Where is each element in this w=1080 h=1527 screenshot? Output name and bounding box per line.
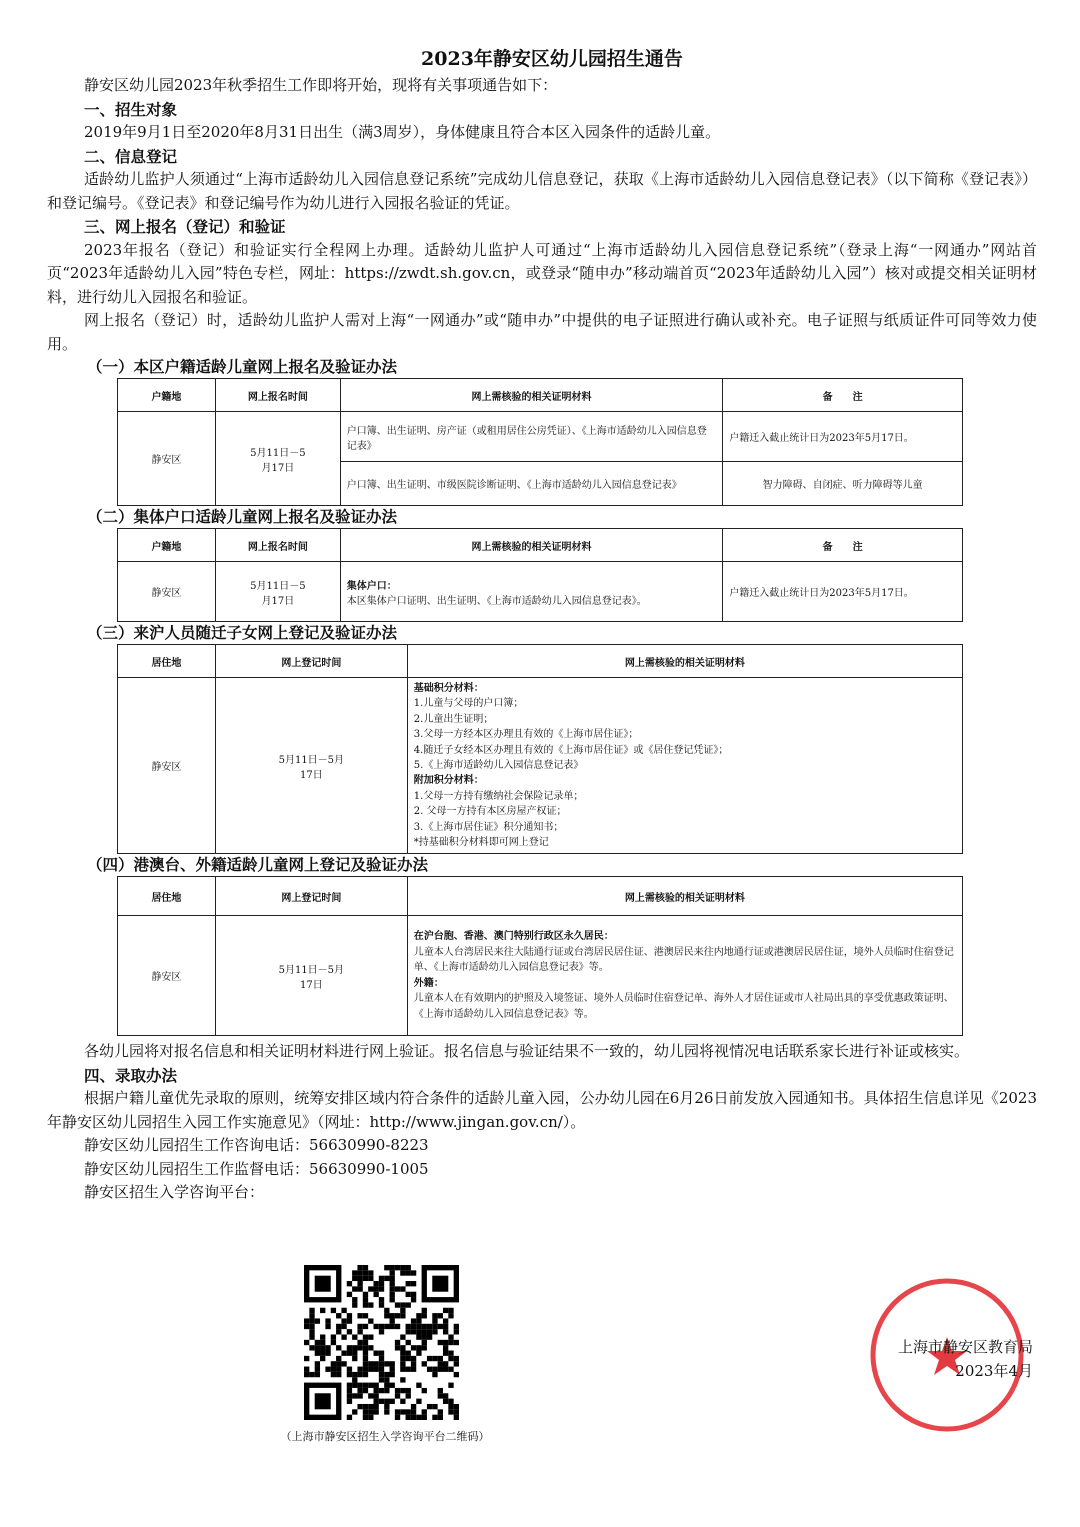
section-3-para-1: 2023年报名（登记）和验证实行全程网上办理。适龄幼儿监护人可通过“上海市适龄幼儿入园信息登记系统”（登录上海“一网通办”网站首页“2023年适龄幼儿入园”特色专栏，网址：https://zwdt.sh.gov.cn，或登录“随申办”移动端首页“2023年适龄幼儿入园”）核对或提交相关证明材料，进行幼儿入园报名和验证。	[47, 240, 1037, 306]
col-header: 网上登记时间	[215, 645, 407, 678]
table-cell-place: 静安区	[118, 678, 216, 854]
col-header: 网上需核验的相关证明材料	[407, 877, 962, 916]
issue-date: 2023年4月	[955, 1362, 1033, 1380]
section-4-heading: 四、录取办法	[84, 1065, 178, 1085]
consult-phone: 静安区幼儿园招生工作咨询电话：56630990-8223	[84, 1136, 429, 1155]
list-item: 4.随迁子女经本区办理且有效的《上海市居住证》或《居住登记凭证》；	[413, 744, 729, 756]
table-3-heading: （三）来沪人员随迁子女网上登记及验证办法	[87, 623, 398, 642]
table-cell-note: 户籍迁入截止统计日为2023年5月17日。	[723, 562, 963, 622]
list-item: *持基础积分材料即可网上登记	[413, 837, 549, 849]
col-header: 户籍地	[118, 529, 216, 562]
col-header: 居住地	[118, 645, 216, 678]
list-item: 1.父母一方持有缴纳社会保险记录单；	[413, 790, 584, 802]
table-4	[117, 876, 963, 1036]
supervise-phone: 静安区幼儿园招生工作监督电话：56630990-1005	[84, 1159, 429, 1178]
col-header: 网上报名时间	[215, 529, 340, 562]
col-header: 居住地	[118, 877, 216, 916]
table-cell-place: 静安区	[118, 916, 216, 1036]
table-3	[117, 644, 963, 854]
table-cell-place: 静安区	[118, 562, 216, 622]
list-item: 3.《上海市居住证》积分通知书；	[413, 821, 564, 833]
list-item: 3.父母一方经本区办理且有效的《上海市居住证》；	[413, 729, 639, 741]
table-cell-time: 5月11日－5月17日	[215, 412, 340, 506]
section-4-text: 根据户籍儿童优先录取的原则，统筹安排区域内符合条件的适龄儿童入园，公办幼儿园在6月26日前发放入园通知书。具体招生信息详见《2023年静安区幼儿园招生入园工作实施意见》（网址：http://www.jingan.gov.cn/）。	[47, 1089, 1037, 1131]
qr-caption: （上海市静安区招生入学咨询平台二维码）	[280, 1430, 490, 1443]
verification-paragraph: 各幼儿园将对报名信息和相关证明材料进行网上验证。报名信息与验证结果不一致的，幼儿园将视情况电话联系家长进行补证或核实。	[84, 1042, 970, 1061]
qr-code-icon[interactable]	[304, 1265, 459, 1420]
section-1-heading: 一、招生对象	[84, 99, 178, 119]
table-cell-materials	[407, 916, 962, 1036]
notice-document	[47, 44, 1037, 1205]
section-2-heading: 二、信息登记	[84, 146, 178, 166]
materials-text: 本区集体户口证明、出生证明、《上海市适龄幼儿入园信息登记表》。	[346, 595, 647, 607]
table-cell-materials	[407, 678, 962, 854]
section-3-heading: 三、网上报名（登记）和验证	[84, 217, 286, 236]
table-cell-time: 5月11日－5月17日	[215, 678, 407, 854]
extra-materials-title: 附加积分材料：	[413, 775, 484, 787]
page-title: 2023年静安区幼儿园招生通告	[421, 48, 683, 70]
list-item: 2. 父母一方持有本区房屋产权证；	[413, 806, 567, 818]
signature-block	[898, 1335, 1033, 1383]
list-item: 2.儿童出生证明；	[413, 713, 494, 725]
table-cell-materials	[340, 562, 722, 622]
table-2-heading: （二）集体户口适龄儿童网上报名及验证办法	[87, 507, 398, 526]
basic-materials-title: 基础积分材料：	[413, 683, 484, 694]
table-1-heading: （一）本区户籍适龄儿童网上报名及验证办法	[87, 357, 398, 376]
table-cell-note: 户籍迁入截止统计日为2023年5月17日。	[723, 412, 963, 462]
col-header: 网上需核验的相关证明材料	[407, 645, 962, 678]
table-4-heading: （四）港澳台、外籍适龄儿童网上登记及验证办法	[87, 855, 429, 875]
materials-title: 集体户口：	[346, 580, 397, 592]
table-2	[117, 528, 963, 622]
table-cell-note: 智力障碍、自闭症、听力障碍等儿童	[723, 462, 963, 506]
residents-title: 在沪台胞、香港、澳门特别行政区永久居民：	[413, 931, 614, 943]
platform-label: 静安区招生入学咨询平台：	[84, 1183, 265, 1202]
col-header: 备 注	[723, 529, 963, 562]
issuing-organization: 上海市静安区教育局	[897, 1338, 1033, 1356]
col-header: 网上报名时间	[215, 379, 340, 412]
section-3-para-2: 网上报名（登记）时，适龄幼儿监护人需对上海“一网通办”或“随申办”中提供的电子证照进行确认或补充。电子证照与纸质证件可同等效力使用。	[47, 311, 1037, 353]
col-header: 网上需核验的相关证明材料	[340, 379, 722, 412]
table-cell-place: 静安区	[118, 412, 216, 506]
residents-text: 儿童本人台湾居民来往大陆通行证或台湾居民居住证、港澳居民来往内地通行证或港澳居民居住证，境外人员临时住宿登记单、《上海市适龄幼儿入园信息登记表》等。	[413, 946, 954, 974]
table-cell-materials: 户口簿、出生证明、房产证（或租用居住公房凭证）、《上海市适龄幼儿入园信息登记表》	[340, 412, 722, 462]
col-header: 网上登记时间	[215, 877, 407, 916]
col-header: 户籍地	[118, 379, 216, 412]
table-cell-materials: 户口簿、出生证明、市级医院诊断证明、《上海市适龄幼儿入园信息登记表》	[340, 462, 722, 506]
table-cell-time: 5月11日－5月17日	[215, 916, 407, 1036]
col-header: 备 注	[723, 379, 963, 412]
foreign-title: 外籍：	[413, 977, 444, 989]
list-item: 1.儿童与父母的户口簿；	[413, 698, 524, 710]
section-1-text: 2019年9月1日至2020年8月31日出生（满3周岁），身体健康且符合本区入园条件的适龄儿童。	[84, 123, 721, 141]
col-header: 网上需核验的相关证明材料	[340, 529, 722, 562]
section-2-text: 适龄幼儿监护人须通过“上海市适龄幼儿入园信息登记系统”完成幼儿信息登记，获取《上海市适龄幼儿入园信息登记表》（以下简称《登记表》）和登记编号。《登记表》和登记编号作为幼儿进行入园报名验证的凭证。	[47, 170, 1037, 212]
list-item: 5.《上海市适龄幼儿入园信息登记表》	[413, 760, 584, 772]
intro-paragraph: 静安区幼儿园2023年秋季招生工作即将开始，现将有关事项通告如下：	[84, 76, 558, 94]
foreign-text: 儿童本人在有效期内的护照及入境签证、境外人员临时住宿登记单、海外人才居住证或市人社局出具的享受优惠政策证明、《上海市适龄幼儿入园信息登记表》等。	[413, 993, 954, 1020]
table-1	[117, 378, 963, 506]
table-cell-time: 5月11日－5月17日	[215, 562, 340, 622]
